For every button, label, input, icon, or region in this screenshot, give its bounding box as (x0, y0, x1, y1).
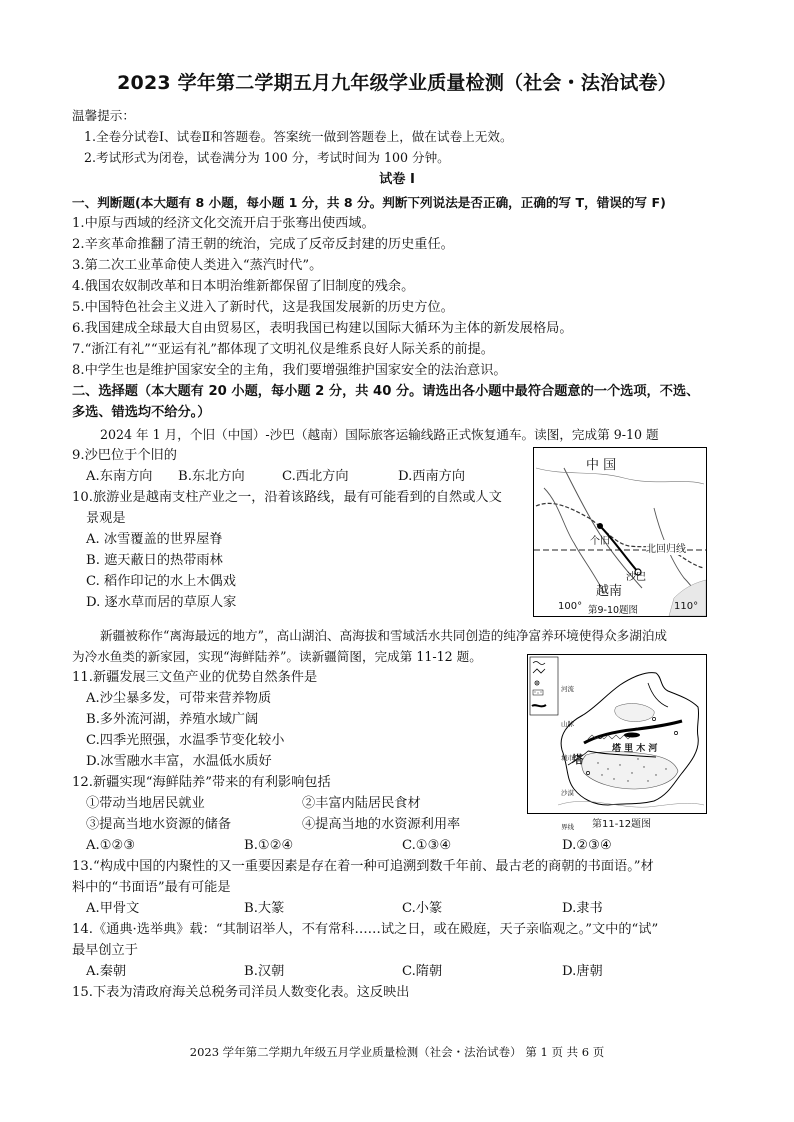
map2-label-basin: 塔 (572, 753, 583, 766)
page-footer: 2023 学年第二学期九年级五月学业质量检测（社会・法治试卷） 第 1 页 共 6 页 (189, 1045, 605, 1059)
q10-option-c: C. 稻作印记的水上木偶戏 (86, 574, 236, 589)
q10-option-d: D. 逐水草而居的草原人家 (86, 595, 237, 610)
q11-option-b: B.多外流河湖，养殖水域广阔 (86, 712, 259, 727)
judge-item-5: 5.中国特色社会主义进入了新时代，这是我国发展新的历史方位。 (72, 300, 454, 315)
judge-item-3: 3.第二次工业革命使人类进入“蒸汽时代”。 (72, 258, 323, 273)
map2-legend-mountain: 山脉 (561, 719, 574, 728)
q12-choice-1: ①带动当地居民就业 (86, 796, 205, 811)
q10-option-a: A. 冰雪覆盖的世界屋脊 (86, 532, 223, 547)
q11-stem: 11.新疆发展三文鱼产业的优势自然条件是 (72, 670, 318, 685)
tips-heading: 温馨提示： (72, 108, 135, 123)
section-1-heading: 一、判断题(本大题有 8 小题，每小题 1 分，共 8 分。判断下列说法是否正确，正确的写 T，错误的写 F) (72, 195, 666, 210)
map1-label-vietnam: 越南 (596, 584, 623, 599)
intro-11-12-line-1: 新疆被称作“离海最远的地方”，高山湖泊、高海拔和雪域活水共同创造的纯净富养环境使得众多湖泊成 (100, 628, 668, 643)
tip-item-2: 2.考试形式为闭卷，试卷满分为 100 分，考试时间为 100 分钟。 (84, 150, 450, 165)
judge-item-7: 7.“浙江有礼”“亚运有礼”都体现了文明礼仪是维系良好人际关系的前提。 (72, 342, 494, 357)
map2-legend-boundary: 界线 (561, 823, 574, 831)
q14-option-d: D.唐朝 (562, 964, 603, 979)
q12-option-c: C.①③④ (402, 838, 452, 853)
judge-item-4: 4.俄国农奴制改革和日本明治维新都保留了旧制度的残余。 (72, 279, 415, 294)
q14-stem-line-1: 14.《通典·选举典》载：“其制诏举人，不有常科……试之日，或在殿庭，天子亲临观之。”文中的“试” (72, 922, 659, 937)
q12-option-b: B.①②④ (244, 838, 294, 853)
q12-choice-4: ④提高当地的水资源利用率 (302, 817, 461, 832)
q11-option-c: C.四季光照强，水温季节变化较小 (86, 733, 285, 748)
q13-option-d: D.隶书 (562, 901, 603, 916)
judge-item-6: 6.我国建成全球最大自由贸易区，表明我国已构建以国际大循环为主体的新发展格局。 (72, 321, 573, 336)
q15-stem: 15.下表为清政府海关总税务司洋员人数变化表。这反映出 (72, 985, 410, 1000)
map1-label-china: 中 国 (586, 458, 617, 473)
q9-stem: 9.沙巴位于个旧的 (72, 448, 177, 463)
map2-caption: 第11-12题图 (592, 819, 652, 830)
judge-item-2: 2.辛亥革命推翻了清王朝的统治，完成了反帝反封建的历史重任。 (72, 237, 454, 252)
map2-legend-river: 河流 (561, 685, 574, 693)
q12-option-a: A.①②③ (86, 838, 136, 853)
q11-option-a: A.沙尘暴多发，可带来营养物质 (86, 691, 272, 706)
page-title: 2023 学年第二学期五月九年级学业质量检测（社会・法治试卷） (117, 72, 677, 94)
q13-option-a: A.甲骨文 (86, 901, 140, 916)
map1-label-gejiu: 个旧 (590, 536, 610, 547)
intro-11-12-line-2: 为冷水鱼类的新家园，实现“海鲜陆养”。读新疆简图，完成第 11-12 题。 (72, 649, 482, 664)
q12-choice-2: ②丰富内陆居民食材 (302, 796, 421, 811)
paper-1-label: 试卷 Ⅰ (379, 172, 415, 187)
q12-option-d: D.②③④ (562, 838, 612, 853)
q12-choice-3: ③提高当地水资源的储备 (86, 817, 232, 832)
intro-9-10: 2024 年 1 月，个旧（中国）-沙巴（越南）国际旅客运输线路正式恢复通车。读图，完成第 9-10 题 (100, 427, 659, 442)
q14-option-a: A.秦朝 (86, 964, 127, 979)
q13-option-b: B.大篆 (244, 901, 285, 916)
map-gejiu-sapa (533, 447, 707, 617)
map2-label-river: 塔 里 木 河 (612, 744, 658, 754)
judge-item-8: 8.中学生也是维护国家安全的主角，我们要增强维护国家安全的法治意识。 (72, 363, 507, 378)
q10-option-b: B. 遮天蔽日的热带雨林 (86, 553, 223, 568)
map1-label-110: 110° (674, 601, 699, 612)
q9-option-b: B.东北方向 (178, 469, 245, 484)
q10-stem-line-1: 10.旅游业是越南支柱产业之一，沿着该路线，最有可能看到的自然或人文 (72, 490, 502, 505)
section-2-heading-line-2: 多选、错选均不给分。） (72, 405, 211, 420)
map2-legend-desert: 沙漠 (561, 788, 574, 797)
map1-label-sapa: 沙巴 (626, 572, 646, 583)
q12-stem: 12.新疆实现“海鲜陆养”带来的有利影响包括 (72, 775, 331, 790)
map1-label-tropic: 北回归线 (646, 540, 686, 555)
q14-option-b: B.汉朝 (244, 964, 285, 979)
q9-option-a: A.东南方向 (86, 469, 153, 484)
map2-legend-city: 城市 (561, 754, 574, 762)
q9-option-c: C.西北方向 (282, 469, 349, 484)
map1-caption: 第9-10题图 (588, 605, 639, 616)
q13-stem-line-1: 13.“构成中国的内聚性的又一重要因素是存在着一种可追溯到数千年前、最古老的商朝的书面语。”材 (72, 859, 654, 874)
section-2-heading-line-1: 二、选择题（本大题有 20 小题，每小题 2 分，共 40 分。请选出各小题中最符合题意的一个选项，不选、 (72, 384, 700, 399)
q10-stem-line-2: 景观是 (86, 511, 126, 526)
tip-item-1: 1.全卷分试卷Ⅰ、试卷Ⅱ和答题卷。答案统一做到答题卷上，做在试卷上无效。 (84, 129, 513, 144)
q11-option-d: D.冰雪融水丰富，水温低水质好 (86, 754, 272, 769)
q13-option-c: C.小篆 (402, 901, 443, 916)
judge-item-1: 1.中原与西域的经济文化交流开启于张骞出使西域。 (72, 216, 375, 231)
q13-stem-line-2: 料中的“书面语”最有可能是 (72, 880, 231, 895)
q14-stem-line-2: 最早创立于 (72, 943, 138, 958)
q14-option-c: C.隋朝 (402, 964, 443, 979)
q9-option-d: D.西南方向 (398, 469, 466, 484)
map1-label-100: 100° (558, 601, 583, 612)
